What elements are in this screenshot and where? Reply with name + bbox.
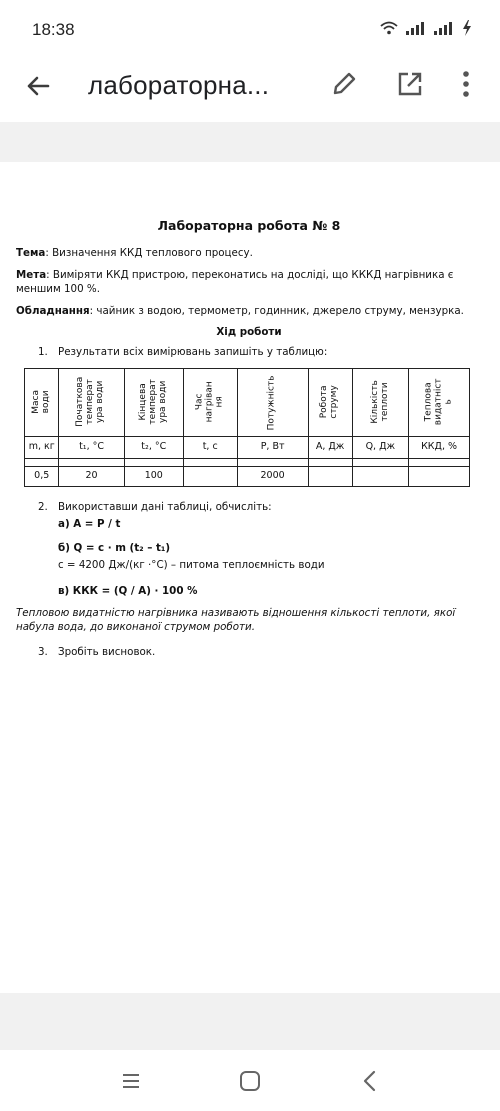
open-external-icon[interactable]	[396, 70, 424, 98]
step-1	[16, 346, 482, 360]
value-cell: 100	[124, 467, 183, 487]
formula-b-note: c = 4200 Дж/(кг ·°С) – питома теплоємність води	[58, 558, 325, 571]
back-nav-icon[interactable]	[357, 1068, 383, 1094]
equipment-paragraph	[16, 305, 482, 319]
value-cell	[352, 467, 409, 487]
table-units-row	[25, 437, 470, 459]
unit-cell: t₁, °C	[59, 437, 124, 459]
header-cell: Теплова видатніст ь	[409, 369, 470, 437]
more-vertical-icon[interactable]	[456, 68, 476, 100]
topic-label: Тема	[16, 246, 46, 259]
value-cell	[183, 467, 237, 487]
formula-a: а) A = P / t	[58, 518, 121, 531]
unit-cell: Q, Дж	[352, 437, 409, 459]
value-cell: 2000	[237, 467, 308, 487]
table-header-row	[25, 369, 470, 437]
header-cell: Маса води	[25, 369, 59, 437]
status-icons	[380, 20, 472, 36]
header-cell: Кількість теплоти	[352, 369, 409, 437]
home-icon[interactable]	[237, 1068, 263, 1094]
formula-c: в) ККК = (Q / A) · 100 %	[58, 584, 198, 597]
app-bar	[0, 50, 500, 122]
unit-cell: t₂, °C	[124, 437, 183, 459]
step-2-number: 2.	[38, 501, 48, 514]
step-2	[16, 501, 482, 598]
goal-value: : Виміряти ККД пристрою, переконатись на досліді, що КККД нагрівника є меншим 100 %.	[16, 268, 454, 295]
battery-charging-icon	[462, 20, 472, 36]
system-nav-bar	[0, 1050, 500, 1111]
step-1-text: Результати всіх вимірювань запишіть у таблицю:	[58, 346, 328, 359]
recent-apps-icon[interactable]	[118, 1068, 144, 1094]
value-cell: 20	[59, 467, 124, 487]
document-content	[16, 218, 482, 668]
wifi-icon	[380, 21, 398, 35]
measurements-table	[24, 368, 470, 487]
header-cell: Потужність	[237, 369, 308, 437]
value-cell	[409, 467, 470, 487]
formula-b: б) Q = c · m (t₂ – t₁)	[58, 542, 171, 554]
section-title: Хід роботи	[216, 326, 282, 339]
topic-paragraph	[16, 247, 482, 261]
back-arrow-icon[interactable]	[22, 70, 54, 102]
document-page[interactable]	[0, 162, 500, 993]
header-cell: Час нагріван ня	[183, 369, 237, 437]
step-2-text: Використавши дані таблиці, обчисліть:	[58, 501, 272, 514]
header-cell: Кінцева температ ура води	[124, 369, 183, 437]
topic-value: : Визначення ККД теплового процесу.	[45, 246, 253, 259]
equipment-label: Обладнання	[16, 304, 90, 317]
pencil-edit-icon[interactable]	[330, 70, 358, 98]
header-cell: Початкова температ ура води	[59, 369, 124, 437]
viewer-background	[0, 122, 500, 162]
unit-cell: m, кг	[25, 437, 59, 459]
header-cell: Робота струму	[308, 369, 352, 437]
step-3-number: 3.	[38, 646, 48, 659]
step-3-text: Зробіть висновок.	[58, 646, 156, 659]
equipment-value: : чайник з водою, термометр, годинник, джерело струму, мензурка.	[89, 304, 464, 317]
step-3	[16, 646, 482, 660]
signal-icon-2	[434, 21, 454, 35]
value-cell: 0,5	[25, 467, 59, 487]
unit-cell: t, с	[183, 437, 237, 459]
goal-paragraph	[16, 269, 482, 297]
efficiency-definition: Тепловою видатністю нагрівника називають відношення кількості теплоти, якої набула вода, до виконаної струмом роботи.	[16, 606, 456, 633]
table-values-row	[25, 467, 470, 487]
unit-cell: P, Вт	[237, 437, 308, 459]
lab-title: Лабораторна робота № 8	[157, 218, 341, 233]
unit-cell: А, Дж	[308, 437, 352, 459]
table-spacer-row	[25, 459, 470, 467]
signal-icon	[406, 21, 426, 35]
unit-cell: ККД, %	[409, 437, 470, 459]
step-1-number: 1.	[38, 346, 48, 359]
document-title: лабораторна...	[88, 70, 270, 100]
value-cell	[308, 467, 352, 487]
goal-label: Мета	[16, 268, 47, 281]
status-time: 18:38	[32, 20, 75, 39]
